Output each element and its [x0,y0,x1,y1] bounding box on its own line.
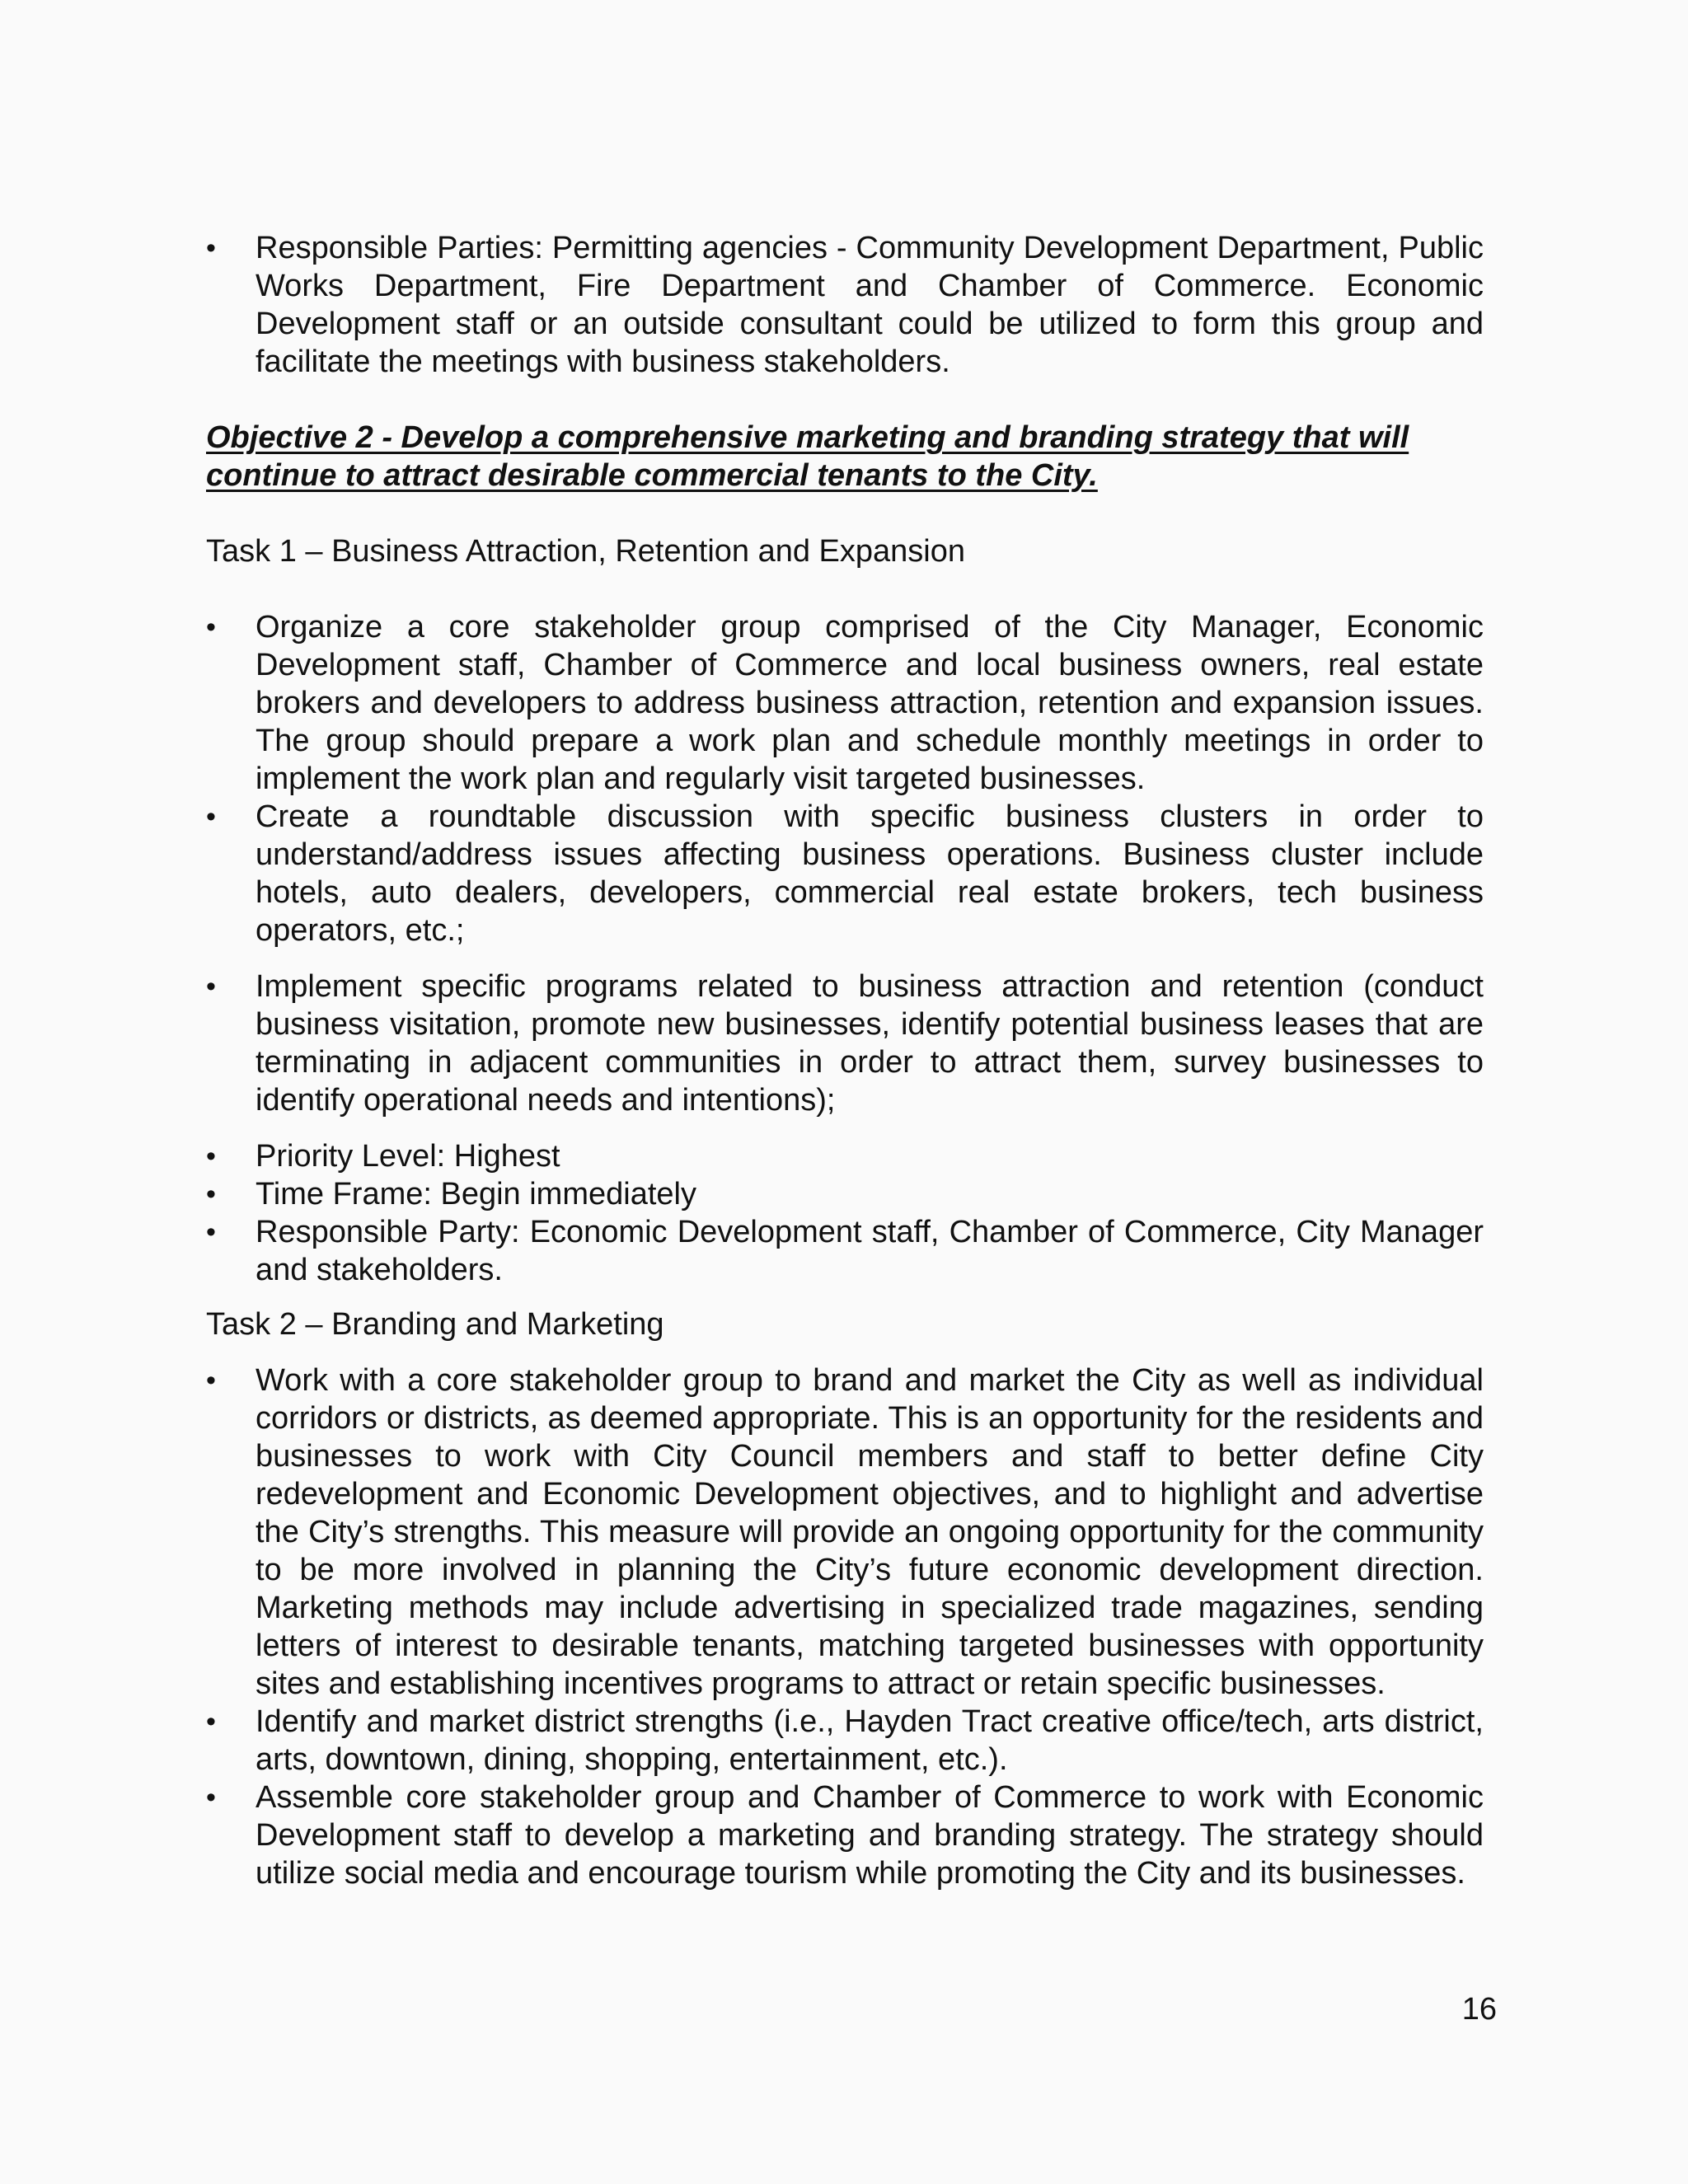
task-1-bullet-list [206,608,1484,1289]
page-content [206,229,1484,1892]
list-item: • Time Frame: Begin immediately [206,1175,1484,1213]
list-item: • Create a roundtable discussion with specific business clusters in order to understand/address issues affecting business operations. Business cluster include hotels, auto dealers, developers, commercial real estate brokers, tech business operators, etc.; [206,798,1484,949]
task-2-title: Task 2 – Branding and Marketing [206,1307,664,1342]
intro-bullet-list [206,229,1484,381]
list-item: • Organize a core stakeholder group comprised of the City Manager, Economic Development staff, Chamber of Commerce and local business owners, real estate brokers and developers to address business attraction, retention and expansion issues. The group should prepare a work plan and schedule monthly meetings in order to implement the work plan and regularly visit targeted businesses. [206,608,1484,798]
list-item: • Work with a core stakeholder group to brand and market the City as well as individual corridors or districts, as deemed appropriate. This is an opportunity for the residents and businesses to work with City Council members and staff to better define City redevelopment and Economic Development objectives, and to highlight and advertise the City’s strengths. This measure will provide an ongoing opportunity for the community to be more involved in planning the City’s future economic development direction. Marketing methods may include advertising in specialized trade magazines, sending letters of interest to desirable tenants, matching targeted businesses with opportunity sites and establishing incentives programs to attract or retain specific businesses. [206,1361,1484,1703]
page-number: 16 [1461,1992,1497,2027]
list-item: • Implement specific programs related to business attraction and retention (conduct business visitation, promote new businesses, identify potential business leases that are terminating in adjacent communities in order to attract them, survey businesses to identify operational needs and intentions); [206,968,1484,1119]
task-2-bullet-list [206,1361,1484,1892]
task-1-title: Task 1 – Business Attraction, Retention and Expansion [206,534,965,569]
list-item: • Responsible Parties: Permitting agencies - Community Development Department, Public Works Department, Fire Department and Chamber of Commerce. Economic Development staff or an outside consultant could be utilized to form this group and facilitate the meetings with business stakeholders. [206,229,1484,381]
objective-heading: Objective 2 - Develop a comprehensive marketing and branding strategy that will continue to attract desirable commercial tenants to the City. [206,420,1409,493]
list-item: • Responsible Party: Economic Development staff, Chamber of Commerce, City Manager and stakeholders. [206,1213,1484,1289]
list-item: • Identify and market district strengths (i.e., Hayden Tract creative office/tech, arts district, arts, downtown, dining, shopping, entertainment, etc.). [206,1703,1484,1779]
list-item: • Assemble core stakeholder group and Chamber of Commerce to work with Economic Development staff to develop a marketing and branding strategy. The strategy should utilize social media and encourage tourism while promoting the City and its businesses. [206,1779,1484,1892]
list-item: • Priority Level: Highest [206,1137,1484,1175]
